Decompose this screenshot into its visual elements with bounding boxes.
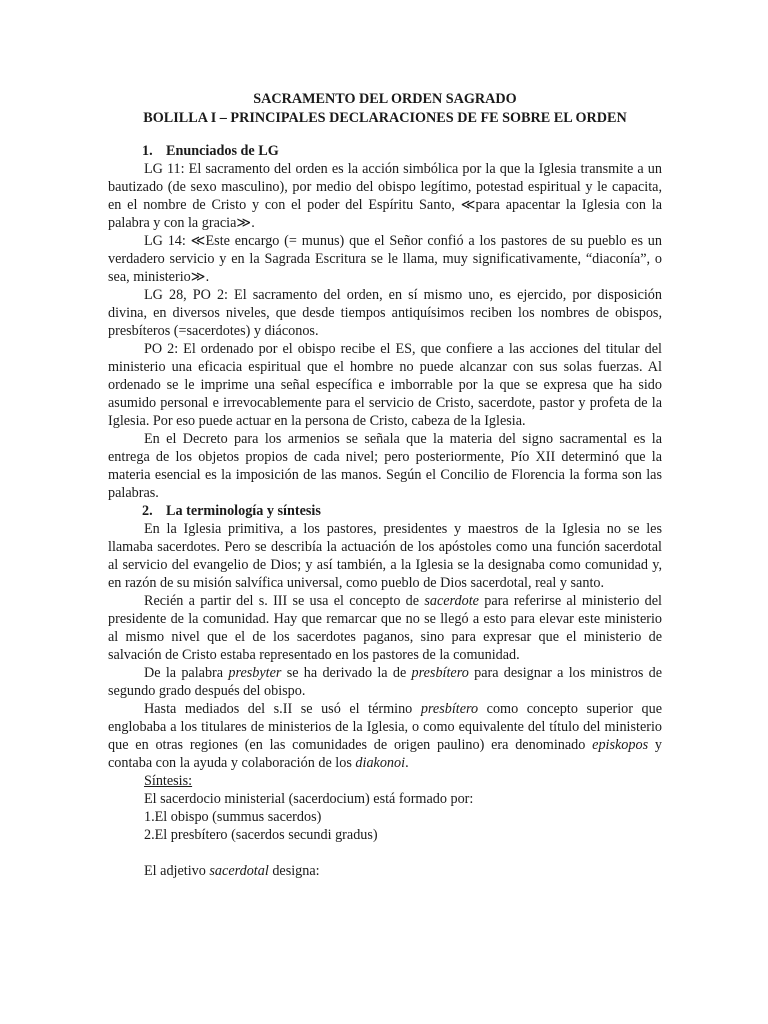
synthesis-item-2: 2.El presbítero (sacerdos secundi gradus) bbox=[144, 827, 378, 843]
section-heading-text: La terminología y síntesis bbox=[166, 503, 321, 519]
paragraph-po2: PO 2: El ordenado por el obispo recibe el ES, que confiere a las acciones del titular del ministerio una eficacia espiritual que el hombre no puede alcanzar con sus solas fuerzas. Al ordenado se le imprime una señal específica e imborrable por la que se expresa que ha sido asumido personal e irrevocablemente para el servicio de Cristo, sacerdote, pastor y profeta de la Iglesia. Por eso puede actuar en la persona de Cristo, cabeza de la Iglesia. bbox=[108, 341, 662, 429]
document-subtitle: BOLILLA I – PRINCIPALES DECLARACIONES DE FE SOBRE EL ORDEN bbox=[143, 110, 627, 126]
text-run: para referirse al ministerio del presidente de la comunidad. Hay que remarcar que no se llegó a esto para elevar este ministerio al mismo nivel que el de los sacerdotes paganos, sino para expresar que el ministerio de salvación de Cristo estaba representado en los pastores de la comunidad. bbox=[108, 593, 662, 663]
paragraph-lg14: LG 14: ≪Este encargo (= munus) que el Señor confió a los pastores de su pueblo es un verdadero servicio y en la Sagrada Escritura se le llama, muy significativamente, “diaconía”, o sea, ministerio≫. bbox=[108, 233, 662, 285]
paragraph-adjetivo bbox=[108, 862, 662, 880]
italic-term: episkopos bbox=[592, 737, 649, 753]
text-run: para designar a los ministros de segundo grado después del obispo. bbox=[108, 665, 663, 699]
document-title: SACRAMENTO DEL ORDEN SAGRADO bbox=[253, 91, 517, 107]
italic-term: diakonoi bbox=[355, 755, 406, 771]
text-run: . bbox=[405, 755, 409, 771]
paragraph-siglo-ii bbox=[108, 700, 662, 772]
italic-term: sacerdotal bbox=[209, 863, 269, 879]
section-heading-2 bbox=[108, 502, 662, 520]
text-run: Hasta mediados del s.II se usó el término bbox=[144, 701, 421, 717]
text-run: designa: bbox=[268, 863, 320, 879]
italic-term: presbyter bbox=[228, 665, 282, 681]
italic-term: presbítero bbox=[411, 665, 469, 681]
text-run: se ha derivado la de bbox=[281, 665, 412, 681]
italic-term: presbítero bbox=[420, 701, 479, 717]
section-heading-text: Enunciados de LG bbox=[166, 143, 279, 159]
synthesis-item-1: 1.El obispo (summus sacerdos) bbox=[144, 809, 322, 825]
paragraph-decreto: En el Decreto para los armenios se señala que la materia del signo sacramental es la entrega de los objetos propios de cada nivel; pero posteriormente, Pío XII determinó que la materia esencial es la imposición de las manos. Según el Concilio de Florencia la forma son las palabras. bbox=[108, 431, 662, 501]
synthesis-label-line bbox=[108, 772, 662, 790]
section-heading-1 bbox=[108, 142, 662, 160]
synthesis-label: Síntesis: bbox=[144, 773, 193, 789]
synthesis-intro: El sacerdocio ministerial (sacerdocium) está formado por: bbox=[144, 791, 474, 807]
text-run: y contaba con la ayuda y colaboración de los bbox=[108, 737, 662, 771]
paragraph-lg28: LG 28, PO 2: El sacramento del orden, en sí mismo uno, es ejercido, por disposición divina, en diversos niveles, que desde tiempos antiquísimos reciben los nombres de obispos, presbíteros (=sacerdotes) y diáconos. bbox=[108, 287, 662, 339]
blank-line bbox=[108, 844, 662, 862]
text-run: El adjetivo bbox=[144, 863, 210, 879]
section-number: 2. bbox=[142, 503, 153, 519]
paragraph-siglo-iii bbox=[108, 592, 662, 664]
italic-term: sacerdote bbox=[424, 593, 479, 609]
text-run: como concepto superior que englobaba a los titulares de ministerios de la Iglesia, o como equivalente del título del ministerio que en otras regiones (en las comunidades de origen paulino) era denominado bbox=[108, 701, 663, 753]
text-run: Recién a partir del s. III se usa el concepto de bbox=[144, 593, 425, 609]
paragraph-lg11: LG 11: El sacramento del orden es la acción simbólica por la que la Iglesia transmite a un bautizado (de sexo masculino), por medio del obispo legítimo, potestad espiritual y le capacita, en el nombre de Cristo y con el poder del Espíritu Santo, ≪para apacentar la Iglesia con la palabra y con la gracia≫. bbox=[108, 161, 662, 231]
paragraph-presbyter bbox=[108, 664, 662, 700]
text-run: De la palabra bbox=[144, 665, 229, 681]
paragraph-iglesia-primitiva: En la Iglesia primitiva, a los pastores, presidentes y maestros de la Iglesia no se les llamaba sacerdotes. Pero se describía la actuación de los apóstoles como una función sacerdotal al servicio del evangelio de Dios; y así también, a la Iglesia se la designaba como comunidad y, en razón de su misión salvífica universal, como pueblo de Dios sacerdotal, real y santo. bbox=[108, 521, 662, 591]
document-page bbox=[108, 90, 662, 880]
section-number: 1. bbox=[142, 143, 153, 159]
